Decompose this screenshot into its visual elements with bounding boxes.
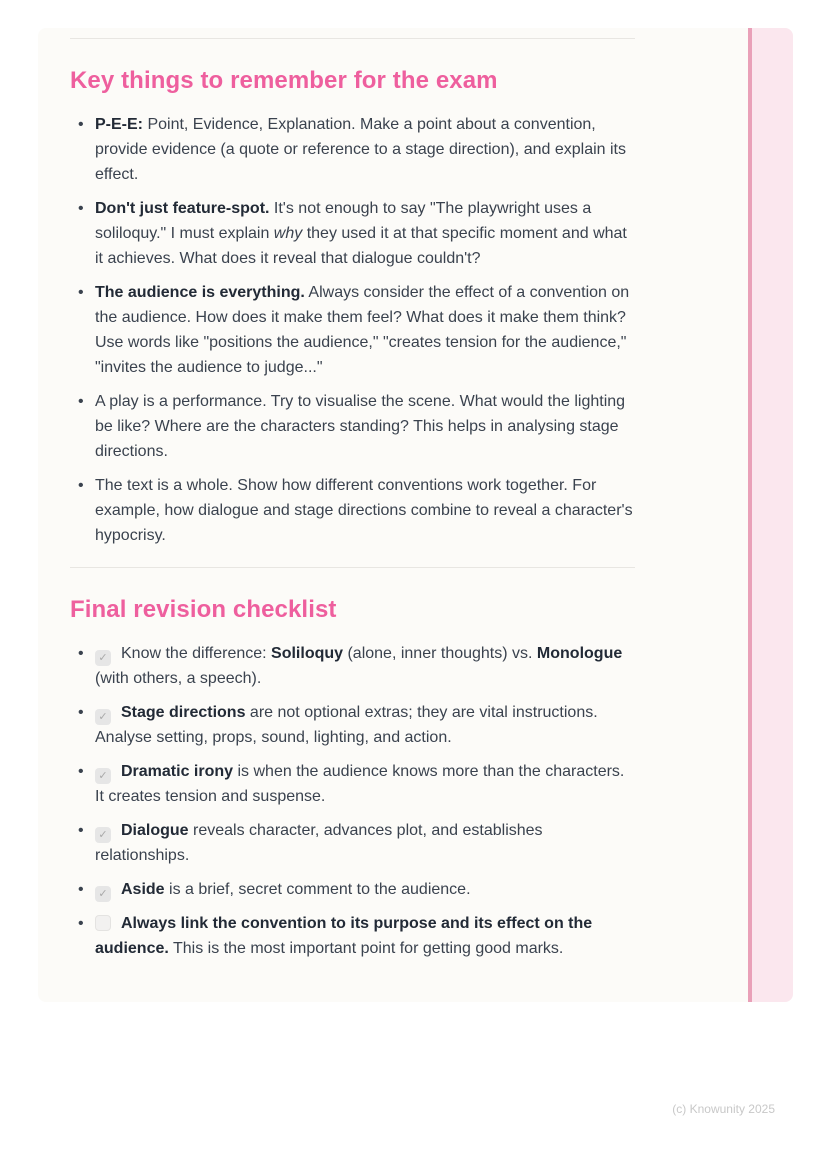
text-segment: Know the difference: <box>121 645 272 662</box>
text-segment: (with others, a speech). <box>95 670 262 687</box>
text-segment: Soliloquy <box>271 645 344 662</box>
checkbox-checked[interactable]: ✓ <box>95 650 111 666</box>
top-divider <box>70 38 635 39</box>
list-item <box>95 641 635 691</box>
list-item <box>95 112 635 187</box>
notes-content <box>70 28 635 970</box>
section-heading-checklist: Final revision checklist <box>70 596 337 623</box>
text-segment: Dialogue <box>121 822 189 839</box>
list-item <box>95 877 635 902</box>
copyright-text: (c) Knowunity 2025 <box>672 1102 775 1116</box>
checkbox-unchecked[interactable] <box>95 915 111 931</box>
text-segment: is when the audience knows more than the characters. It creates tension and suspense. <box>95 763 625 805</box>
checkbox-checked[interactable]: ✓ <box>95 768 111 784</box>
text-segment: The audience is everything. <box>95 284 305 301</box>
list-item <box>95 700 635 750</box>
section-divider <box>70 567 635 568</box>
text-segment: Don't just feature-spot. <box>95 200 270 217</box>
list-item <box>95 818 635 868</box>
checkbox-checked[interactable]: ✓ <box>95 827 111 843</box>
text-segment: A play is a performance. Try to visualise the scene. What would the lighting be like? Where are the characters standing? This helps in analysing stage directions. <box>95 393 626 460</box>
text-segment: is a brief, secret comment to the audience. <box>164 881 471 898</box>
pink-accent-strip <box>748 28 793 1002</box>
notes-card <box>38 28 793 1002</box>
text-segment: are not optional extras; they are vital instructions. Analyse setting, props, sound, lighting, and action. <box>95 704 598 746</box>
text-segment: reveals character, advances plot, and establishes relationships. <box>95 822 543 864</box>
checkbox-checked[interactable]: ✓ <box>95 709 111 725</box>
list-item <box>95 389 635 464</box>
text-segment: The text is a whole. Show how different conventions work together. For example, how dialogue and stage directions combine to reveal a character's hypocrisy. <box>95 477 633 544</box>
section-heading-key-things: Key things to remember for the exam <box>70 67 498 94</box>
list-item <box>95 473 635 548</box>
text-segment: (alone, inner thoughts) vs. <box>343 645 537 662</box>
list-item <box>95 759 635 809</box>
list-item <box>95 911 635 961</box>
text-segment: It's not enough to say "The playwright uses a soliloquy." I must explain <box>95 200 592 242</box>
list-item <box>95 280 635 380</box>
section-key-things <box>70 66 635 548</box>
bullet-list <box>70 112 635 548</box>
checklist <box>70 641 635 961</box>
text-segment: Always link the convention to its purpose and its effect on the audience. <box>95 915 593 957</box>
text-segment: Stage directions <box>121 704 246 721</box>
text-segment: Always consider the effect of a convention on the audience. How does it make them feel? What does it make them think? Use words like "positions the audience," "creates tension for the audience," "invites the audience to judge..." <box>95 284 630 376</box>
text-segment: Dramatic irony <box>121 763 234 780</box>
text-segment: This is the most important point for getting good marks. <box>168 940 564 957</box>
text-segment: P-E-E: <box>95 116 143 133</box>
section-checklist <box>70 595 635 961</box>
checkbox-checked[interactable]: ✓ <box>95 886 111 902</box>
text-segment: Point, Evidence, Explanation. Make a point about a convention, provide evidence (a quote or reference to a stage direction), and explain its effect. <box>95 116 626 183</box>
list-item <box>95 196 635 271</box>
text-segment: Aside <box>121 881 165 898</box>
text-segment: Monologue <box>536 645 623 662</box>
text-segment: why <box>273 225 303 242</box>
text-segment: they used it at that specific moment and what it achieves. What does it reveal that dialogue couldn't? <box>95 225 627 267</box>
